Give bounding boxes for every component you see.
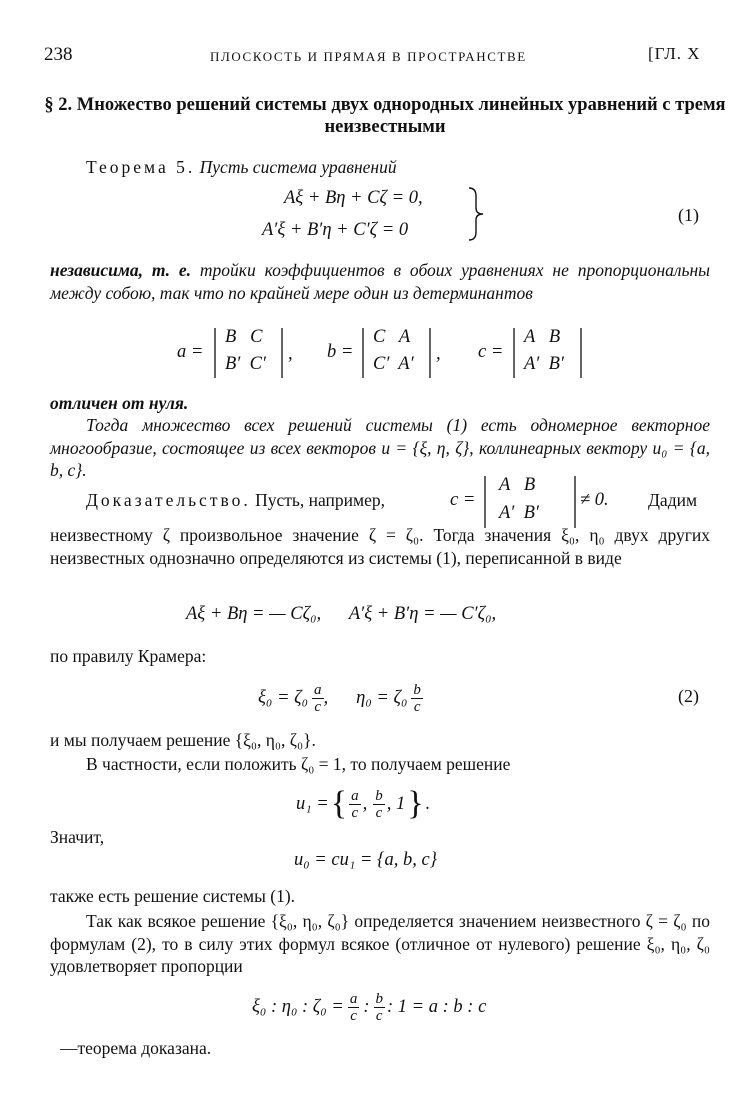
proof-label: Доказательство.: [86, 490, 251, 510]
proportion-sep: :: [363, 996, 370, 1017]
eta0-lhs: η₀ = ζ₀: [356, 687, 408, 708]
proof-start-text: Пусть, например,: [255, 490, 385, 510]
since-paragraph: Так как всякое решение {ξ₀, η₀, ζ₀} определяется значением неизвестного ζ = ζ₀ по формулам (2), то в силу этих формул всякое (отличное от нулевого) решение ξ₀, η₀, ζ₀ удовлетворяет пропорции: [50, 911, 710, 976]
proof-give: Дадим: [648, 490, 698, 510]
u1-tail: , 1: [386, 793, 406, 814]
system-equation-2: A′ξ + B′η + C′ζ = 0: [262, 220, 409, 240]
u0-equation: u₀ = cu₁ = {a, b, c}: [294, 850, 438, 870]
u1-frac-a-num: a: [351, 787, 359, 804]
proportion-lhs: ξ₀ : η₀ : ζ₀ =: [252, 996, 344, 1017]
theorem-intro: [86, 157, 397, 178]
running-title: ПЛОСКОСТЬ И ПРЯМАЯ В ПРОСТРАНСТВЕ: [210, 49, 527, 64]
u1-lhs: u₁ =: [296, 793, 329, 814]
det-c-row-2: A′ B′: [524, 354, 564, 374]
det-a-row-2: B′ C′: [225, 354, 266, 374]
proportion-rhs: : 1 = a : b : c: [387, 996, 487, 1017]
u1-fraction-a: [349, 788, 361, 821]
equation-2-comma: ,: [323, 687, 329, 708]
proportion: [252, 987, 486, 1027]
equation-number-2: (2): [678, 686, 699, 706]
det-a-comma: ,: [288, 344, 293, 364]
det-b-comma: ,: [436, 344, 441, 364]
u1-frac-b-den: c: [375, 804, 383, 821]
u1-fraction-b: [373, 788, 385, 821]
system-equation-1: Aξ + Bη + Cζ = 0,: [284, 188, 423, 208]
u1-frac-a-den: c: [351, 804, 359, 821]
particular-case: В частности, если положить ζ₀ = 1, то получаем решение: [86, 754, 511, 774]
det-a-row-1: B C: [225, 327, 263, 347]
proof-line-2: неизвестному ζ произвольное значение ζ = ζ₀. Тогда значения ξ₀, η₀ двух других неизвестных однозначно определяются из системы (1), переписанной в виде: [50, 525, 710, 568]
nonzero-emphasis: отличен от нуля.: [50, 393, 189, 413]
det-c-label: c =: [478, 342, 504, 362]
det-a-label: a =: [177, 342, 204, 362]
proof-start: [86, 490, 385, 511]
proportion-frac-b-num: b: [375, 990, 383, 1007]
proportion-frac-b-den: c: [375, 1007, 383, 1024]
cramer-rule: по правилу Крамера:: [50, 646, 207, 666]
equation-number-1: (1): [678, 205, 699, 225]
proportion-frac-a-num: a: [349, 990, 358, 1007]
u1-end: .: [425, 793, 431, 814]
system-brace: [466, 186, 486, 242]
u1-equation: [296, 782, 430, 826]
solution-line: и мы получаем решение {ξ₀, η₀, ζ₀}.: [50, 730, 316, 750]
xi0-lhs: ξ₀ = ζ₀: [258, 687, 309, 708]
also-solution: также есть решение системы (1).: [50, 886, 296, 906]
proportion-frac-a: [348, 991, 360, 1024]
rewritten-system: Aξ + Bη = — Cζ₀, A′ξ + B′η = — C′ζ₀,: [186, 604, 497, 624]
proportion-frac-a-den: c: [350, 1007, 357, 1024]
section-title: § 2. Множество решений системы двух однородных линейных уравнений с тремя неизвестными: [44, 95, 726, 137]
proof-det-row-1: A B: [499, 475, 536, 495]
means-line: Значит,: [50, 827, 105, 847]
neq-zero: ≠ 0.: [580, 490, 609, 510]
u1-comma: ,: [362, 793, 368, 814]
theorem-label: Теорема 5.: [86, 157, 196, 177]
proportion-frac-b: [374, 991, 386, 1024]
theorem-claim: Тогда множество всех решений системы (1) есть одномерное векторное многообразие, состоящее из всех векторов u = {ξ, η, ζ}, коллинеарных вектору u₀ = {a, b, c}.: [50, 415, 710, 480]
theorem-intro-text: Пусть система уравнений: [199, 157, 397, 177]
proof-end: —теорема доказана.: [60, 1038, 212, 1058]
condition-text: тройки коэффициентов в обоих уравнениях не пропорциональны между собою, так что по крайней мере один из детерминантов: [50, 260, 711, 303]
proof-c-label: c =: [450, 490, 476, 510]
u1-frac-b-num: b: [375, 787, 383, 804]
equation-2: [258, 678, 423, 718]
fraction-b-den: c: [413, 698, 421, 715]
det-b-label: b =: [327, 342, 354, 362]
proof-det-row-2: A′ B′: [499, 503, 539, 523]
det-b-row-1: C A: [373, 327, 411, 347]
chapter-marker: [ГЛ. X: [648, 44, 701, 63]
independent-emphasis: независима, т. е.: [50, 260, 192, 280]
page-number: 238: [44, 44, 73, 65]
u1-close-brace: }: [407, 785, 424, 822]
det-c-row-1: A B: [524, 327, 561, 347]
fraction-a-over-c: [312, 682, 324, 715]
independence-condition: [50, 259, 710, 304]
fraction-a-den: c: [314, 698, 322, 715]
u1-open-brace: {: [330, 785, 348, 822]
fraction-b-over-c: [411, 682, 423, 715]
det-b-row-2: C′ A′: [373, 354, 414, 374]
fraction-a-num: a: [314, 681, 322, 698]
fraction-b-num: b: [413, 681, 421, 698]
